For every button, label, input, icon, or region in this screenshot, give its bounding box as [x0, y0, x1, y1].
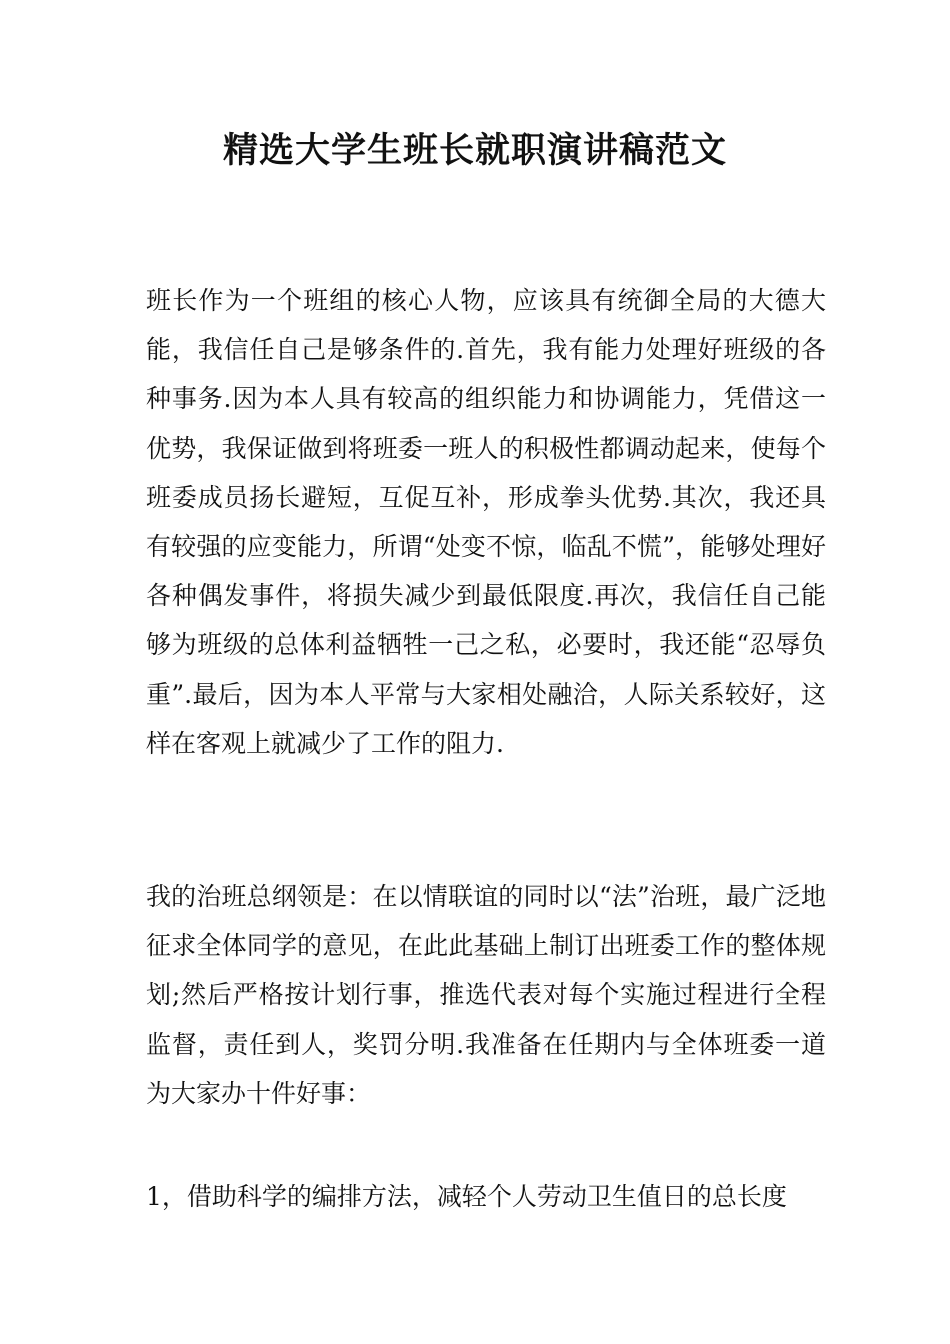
paragraph-item-1: 1，借助科学的编排方法，减轻个人劳动卫生值日的总长度 [146, 1182, 787, 1211]
paragraph-program: 我的治班总纲领是：在以情联谊的同时以“法”治班，最广泛地征求全体同学的意见，在此此基础上制订出班委工作的整体规划;然后严格按计划行事，推选代表对每个实施过程进行全程监督，责任到人，奖罚分明.我准备在任期内与全体班委一道为大家办十件好事： [146, 882, 826, 1108]
paragraph-qualifications: 班长作为一个班组的核心人物，应该具有统御全局的大德大能，我信任自己是够条件的.首先，我有能力处理好班级的各种事务.因为本人具有较高的组织能力和协调能力，凭借这一优势，我保证做到将班委一班人的积极性都调动起来，使每个班委成员扬长避短，互促互补，形成拳头优势.其次，我还具有较强的应变能力，所谓“处变不惊，临乱不慌”，能够处理好各种偶发事件，将损失减少到最低限度.再次，我信任自己能够为班级的总体利益牺牲一己之私，必要时，我还能“忍辱负重”.最后，因为本人平常与大家相处融洽，人际关系较好，这样在客观上就减少了工作的阻力. [146, 286, 826, 758]
document-title: 精选大学生班长就职演讲稿范文 [222, 131, 727, 171]
